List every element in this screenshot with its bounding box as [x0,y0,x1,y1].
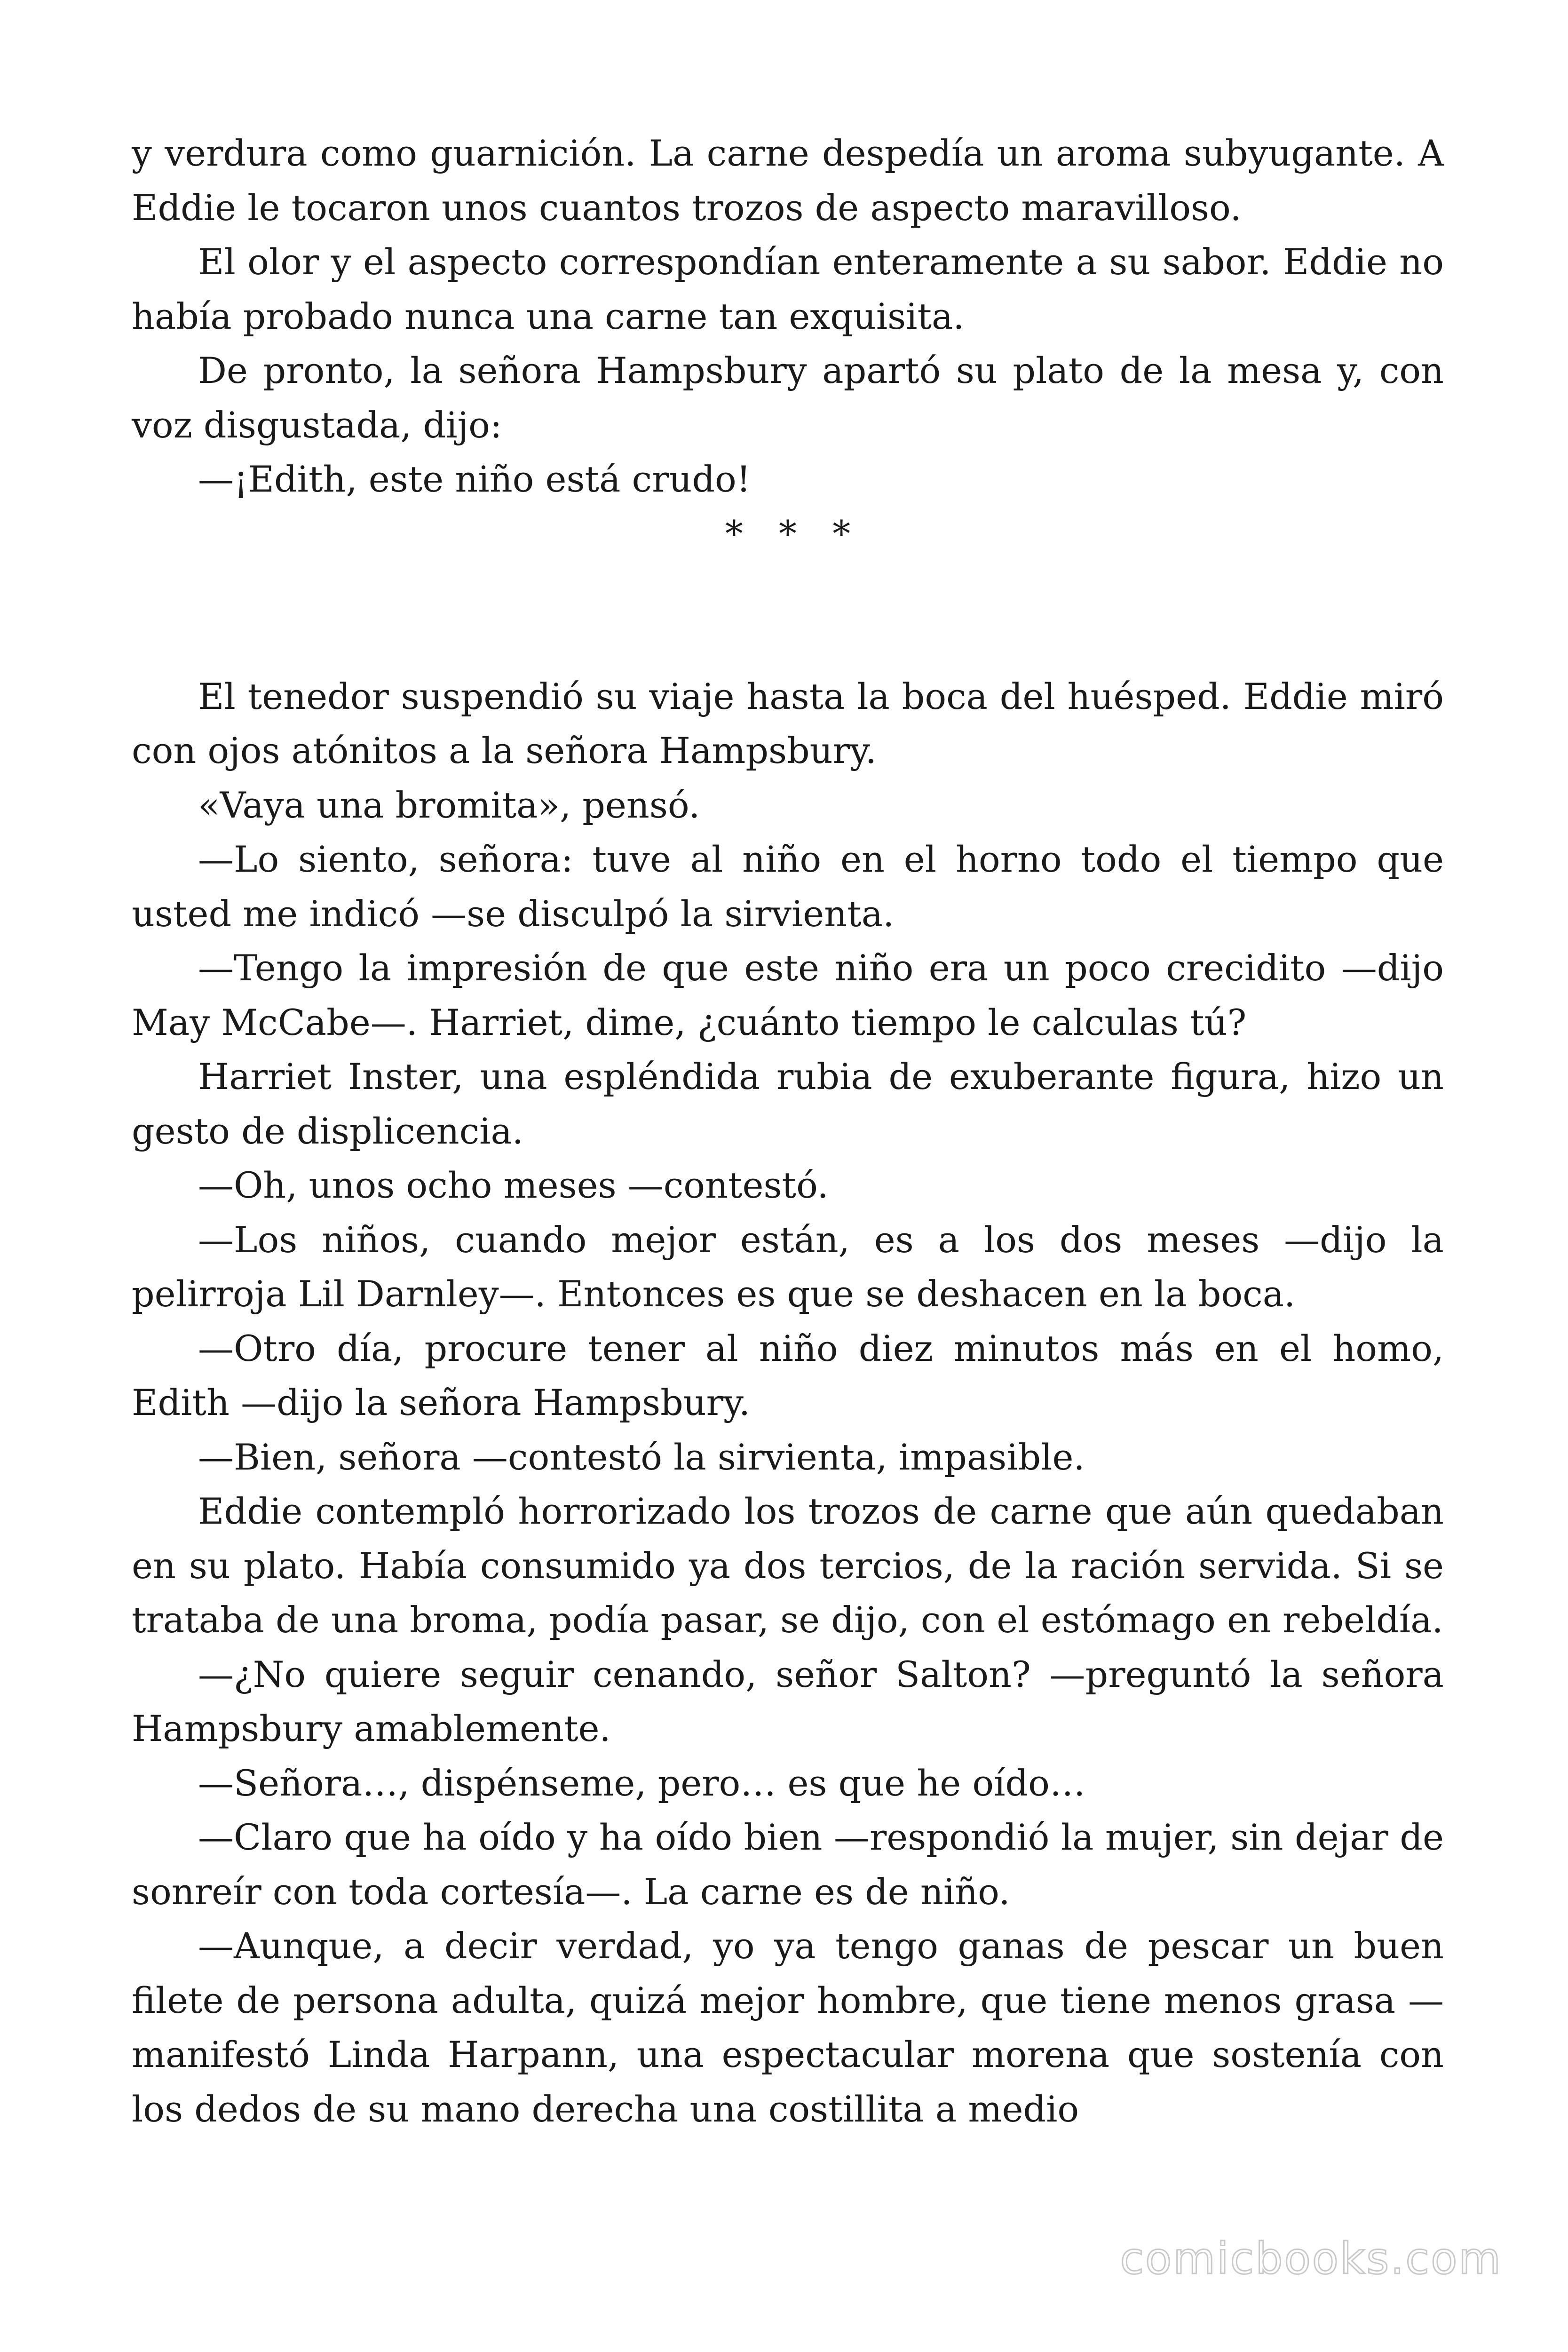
paragraph: —Lo siento, señora: tuve al niño en el horno todo el tiempo que usted me indicó —se disculpó la sirvienta. [132,838,1444,935]
paragraph: —Los niños, cuando mejor están, es a los dos meses —dijo la pelirroja Lil Darnley—. Entonces es que se deshacen en la boca. [132,1218,1444,1315]
paragraph: —Otro día, procure tener al niño diez minutos más en el homo, Edith —dijo la señora Hampsbury. [132,1327,1444,1423]
paragraph: —Oh, unos ocho meses —contestó. [198,1164,829,1206]
paragraph: «Vaya una bromita», pensó. [198,784,700,826]
paragraph: Eddie contempló horrorizado los trozos de carne que aún quedaban en su plato. Había consumido ya dos tercios, de la ración servida. Si se trataba de una broma, podía pasar, se dijo, con el estómago en rebeldía. [132,1490,1444,1641]
paragraph: —¿No quiere seguir cenando, señor Salton? —preguntó la señora Hampsbury amablemente. [132,1653,1444,1749]
paragraph: —Tengo la impresión de que este niño era un poco crecidito —dijo May McCabe—. Harriet, dime, ¿cuánto tiempo le calculas tú? [132,947,1444,1043]
paragraph: —Señora…, dispénseme, pero… es que he oído… [198,1762,1085,1804]
paragraph: Harriet Inster, una espléndida rubia de exuberante figura, hizo un gesto de displicencia. [132,1056,1444,1152]
paragraph: —Aunque, a decir verdad, yo ya tengo ganas de pescar un buen filete de persona adulta, quizá mejor hombre, que tiene menos grasa —manifestó Linda Harpann, una espectacular morena que sostenía con los dedos de su mano derecha una costillita a medio [132,1925,1444,2130]
paragraph: El olor y el aspecto correspondían enteramente a su sabor. Eddie no había probado nunca una carne tan exquisita. [132,241,1444,337]
book-page [132,126,1444,2136]
separator-asterisks: * * * [725,512,863,555]
paragraph: —Claro que ha oído y ha oído bien —respondió la mujer, sin dejar de sonreír con toda cortesía—. La carne es de niño. [132,1816,1444,1913]
watermark-logo: comicbooks.com [1120,2233,1502,2284]
section-separator [132,507,1444,669]
paragraph: —¡Edith, este niño está crudo! [198,458,751,500]
paragraph: De pronto, la señora Hampsbury apartó su plato de la mesa y, con voz disgustada, dijo: [132,350,1444,446]
paragraph: El tenedor suspendió su viaje hasta la boca del huésped. Eddie miró con ojos atónitos a la señora Hampsbury. [132,675,1444,771]
paragraph: —Bien, señora —contestó la sirvienta, impasible. [198,1436,1085,1478]
paragraph: y verdura como guarnición. La carne despedía un aroma subyugante. A Eddie le tocaron unos cuantos trozos de aspecto maravilloso. [132,132,1444,229]
